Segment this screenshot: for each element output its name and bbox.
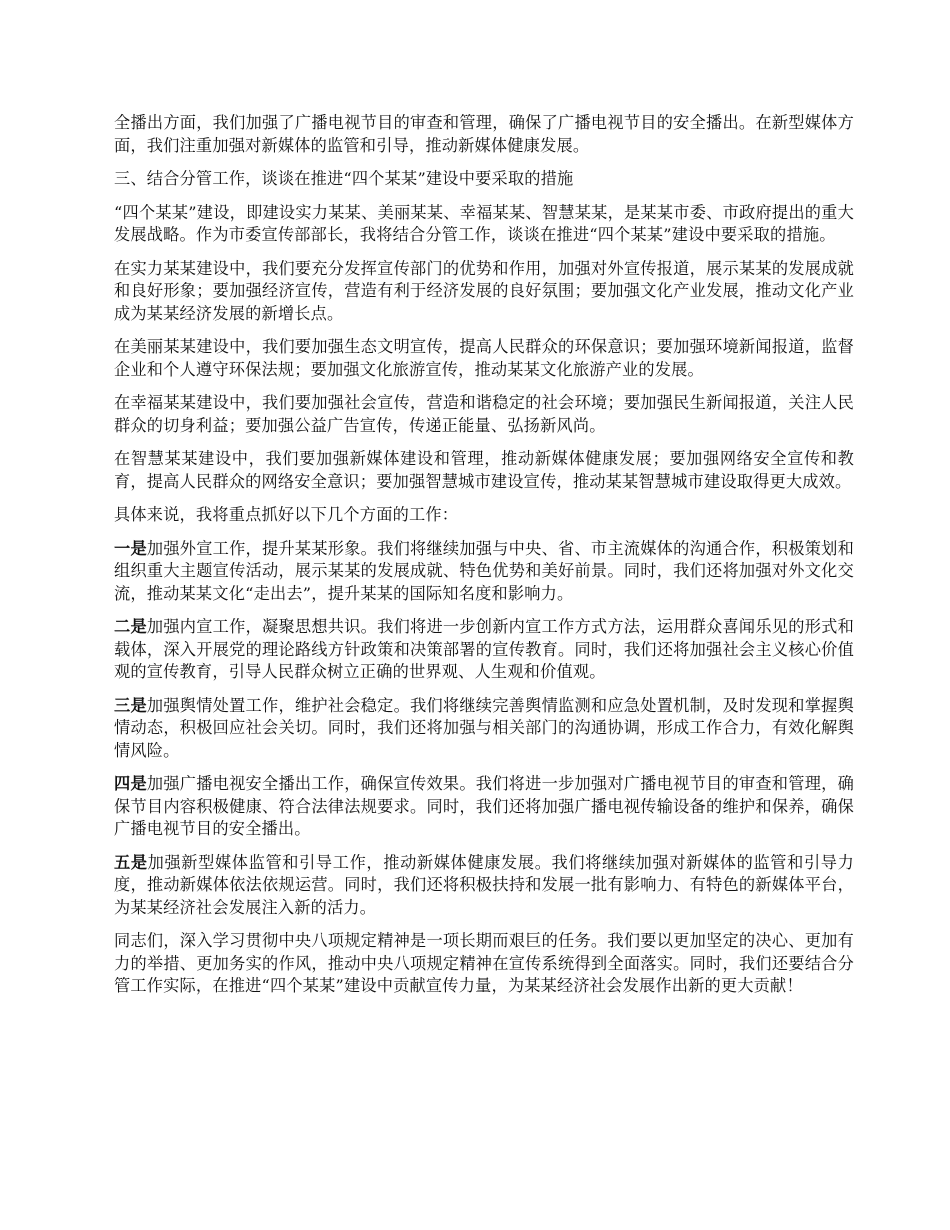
list-item-text: 加强外宣工作，提升某某形象。我们将继续加强与中央、省、市主流媒体的沟通合作，积极策划和组织重大主题宣传活动，展示某某的发展成就、特色优势和美好前景。同时，我们还将加强对外文化交流，推动某某文化“走出去”，提升某某的国际知名度和影响力。 (114, 538, 854, 603)
list-item-text: 加强舆情处置工作，维护社会稳定。我们将继续完善舆情监测和应急处置机制，及时发现和掌握舆情动态，积极回应社会关切。同时，我们还将加强与相关部门的沟通协调，形成工作合力，有效化解舆情风险。 (114, 695, 854, 760)
paragraph-3 (114, 202, 854, 247)
paragraph-text: “四个某某”建设，即建设实力某某、美丽某某、幸福某某、智慧某某，是某某市委、市政府提出的重大发展战略。作为市委宣传部部长，我将结合分管工作，谈谈在推进“四个某某”建设中要采取的措施。 (114, 202, 854, 244)
list-item-3 (114, 695, 854, 763)
paragraph-text: 在智慧某某建设中，我们要加强新媒体建设和管理，推动新媒体健康发展；要加强网络安全宣传和教育，提高人民群众的网络安全意识；要加强智慧城市建设宣传，推动某某智慧城市建设取得更大成效。 (114, 449, 854, 491)
section-heading (114, 168, 854, 191)
paragraph-6 (114, 392, 854, 437)
paragraph-text: 具体来说，我将重点抓好以下几个方面的工作： (114, 505, 459, 524)
paragraph-text: 同志们，深入学习贯彻中央八项规定精神是一项长期而艰巨的任务。我们要以更加坚定的决心、更加有力的举措、更加务实的作风，推动中央八项规定精神在宣传系统得到全面落实。同时，我们还要结合分管工作实际，在推进“四个某某”建设中贡献宣传力量，为某某经济社会发展作出新的更大贡献！ (114, 931, 854, 995)
paragraph-text: 在美丽某某建设中，我们要加强生态文明宣传，提高人民群众的环保意识；要加强环境新闻报道，监督企业和个人遵守环保法规；要加强文化旅游宣传，推动某某文化旅游产业的发展。 (114, 337, 854, 379)
paragraph-1 (114, 112, 854, 157)
document-body (114, 112, 854, 1009)
paragraph-8 (114, 504, 854, 527)
list-item-text: 加强广播电视安全播出工作，确保宣传效果。我们将进一步加强对广播电视节目的审查和管理，确保节目内容积极健康、符合法律法规要求。同时，我们还将加强广播电视传输设备的维护和保养，确保广播电视节目的安全播出。 (114, 774, 854, 838)
paragraph-text: 在实力某某建设中，我们要充分发挥宣传部门的优势和作用，加强对外宣传报道，展示某某的发展成就和良好形象；要加强经济宣传，营造有利于经济发展的良好氛围；要加强文化产业发展，推动文化产业成为某某经济发展的新增长点。 (114, 258, 854, 323)
list-item-text: 加强新型媒体监管和引导工作，推动新媒体健康发展。我们将继续加强对新媒体的监管和引导力度，推动新媒体依法依规运营。同时，我们还将积极扶持和发展一批有影响力、有特色的新媒体平台，为某某经济社会发展注入新的活力。 (114, 852, 854, 917)
paragraph-7 (114, 448, 854, 493)
paragraph-text: 全播出方面，我们加强了广播电视节目的审查和管理，确保了广播电视节目的安全播出。在新型媒体方面，我们注重加强对新媒体的监管和引导，推动新媒体健康发展。 (114, 113, 854, 155)
closing-paragraph (114, 930, 854, 998)
paragraph-text: 在幸福某某建设中，我们要加强社会宣传，营造和谐稳定的社会环境；要加强民生新闻报道，关注人民群众的切身利益；要加强公益广告宣传，传递正能量、弘扬新风尚。 (114, 393, 854, 435)
list-item-lead: 二是 (114, 617, 147, 636)
paragraph-text: 三、结合分管工作，谈谈在推进“四个某某”建设中要采取的措施 (114, 169, 574, 188)
paragraph-4 (114, 258, 854, 326)
list-item-lead: 四是 (114, 774, 147, 793)
list-item-lead: 五是 (114, 852, 148, 872)
list-item-1 (114, 538, 854, 606)
list-item-2 (114, 616, 854, 684)
list-item-5 (114, 852, 854, 920)
list-item-lead: 三是 (114, 695, 147, 715)
list-item-text: 加强内宣工作，凝聚思想共识。我们将进一步创新内宣工作方式方法，运用群众喜闻乐见的形式和载体，深入开展党的理论路线方针政策和决策部署的宣传教育。同时，我们还将加强社会主义核心价值观的宣传教育，引导人民群众树立正确的世界观、人生观和价值观。 (114, 617, 854, 681)
paragraph-5 (114, 336, 854, 381)
list-item-4 (114, 773, 854, 841)
list-item-lead: 一是 (114, 538, 147, 558)
